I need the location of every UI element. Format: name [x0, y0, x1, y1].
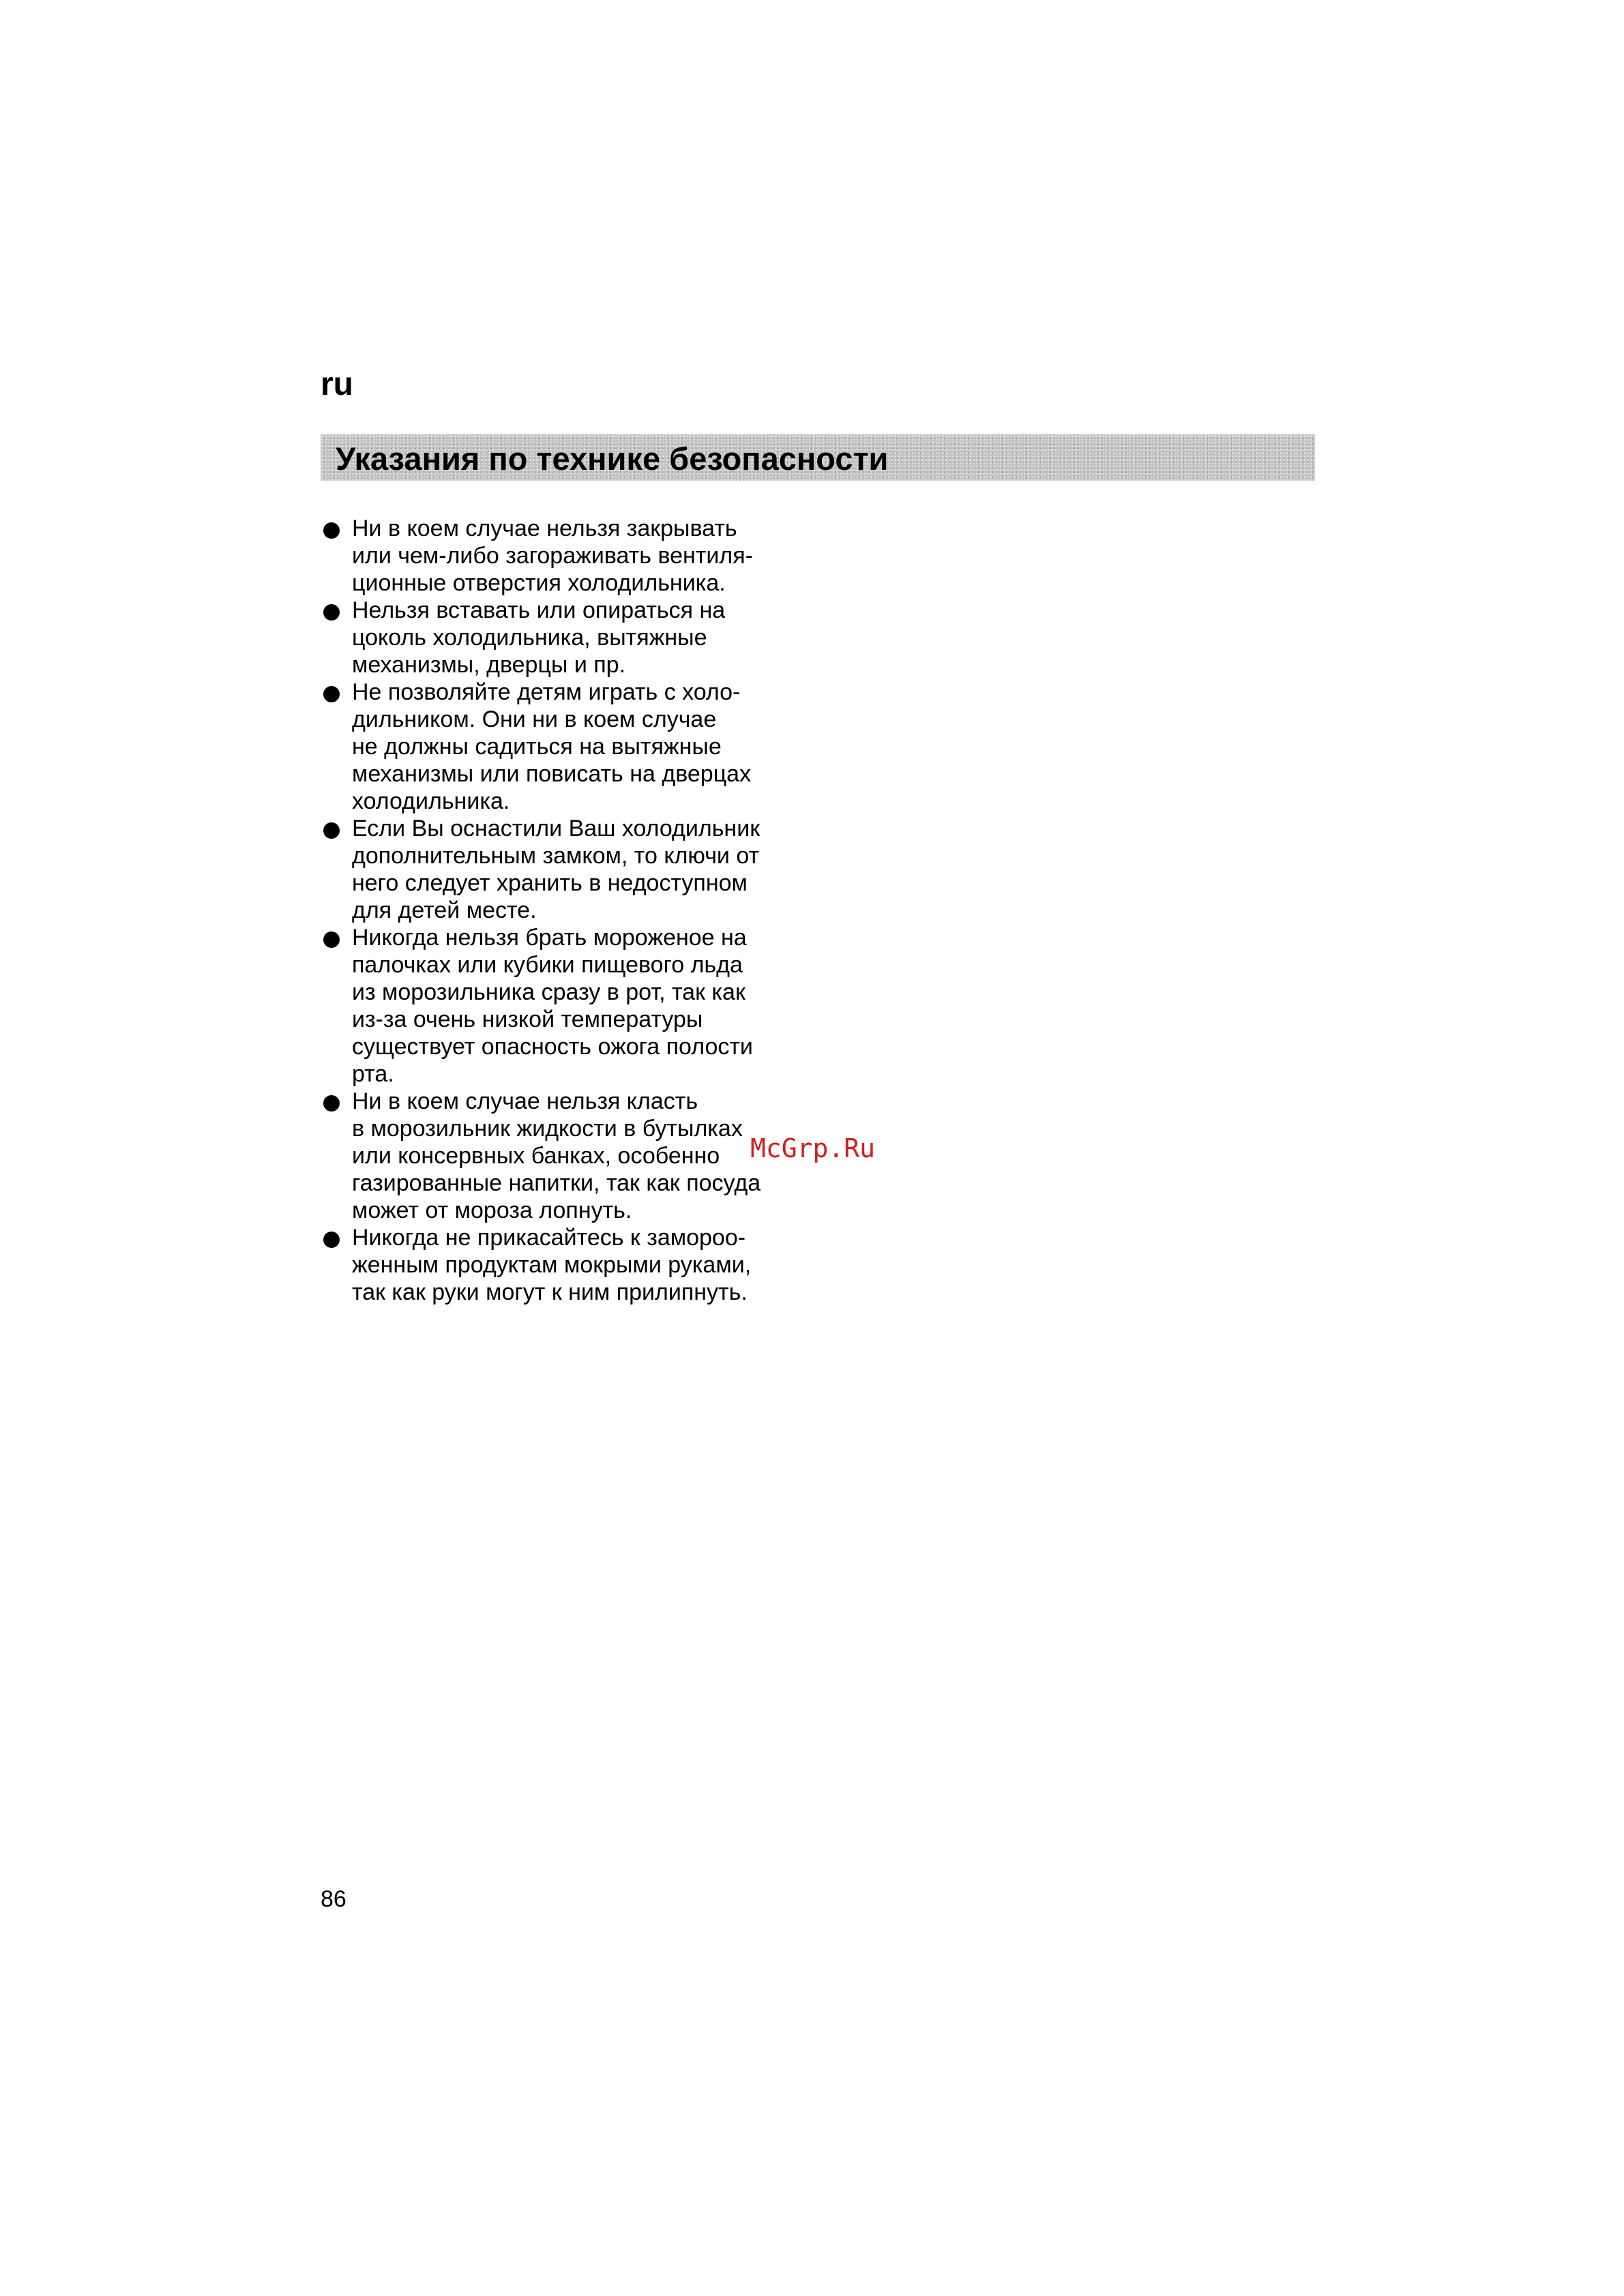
item-line: для детей месте.: [352, 897, 537, 923]
safety-item: [321, 1088, 798, 1224]
safety-item: [321, 815, 798, 924]
item-line: Нельзя вставать или опираться на: [352, 597, 726, 623]
item-line: механизмы, дверцы и пр.: [352, 652, 626, 678]
item-line: Не позволяйте детям играть с холо-: [352, 679, 741, 705]
bullet-icon: [323, 522, 340, 539]
item-line: существует опасность ожога полости: [352, 1034, 753, 1060]
item-line: или консервных банках, особенно: [352, 1143, 720, 1169]
item-line: Ни в коем случае нельзя закрывать: [352, 516, 737, 541]
safety-item: [321, 515, 798, 597]
item-line: так как руки могут к ним прилипнуть.: [352, 1279, 748, 1305]
safety-item: [321, 1224, 798, 1306]
bullet-icon: [323, 931, 340, 948]
item-line: дильником. Они ни в коем случае: [352, 706, 717, 732]
item-line: него следует хранить в недоступном: [352, 870, 748, 896]
item-line: Никогда не прикасайтесь к замороо-: [352, 1225, 746, 1251]
item-line: в морозильник жидкости в бутылках: [352, 1116, 743, 1142]
bullet-icon: [323, 822, 340, 839]
item-line: цоколь холодильника, вытяжные: [352, 625, 707, 651]
item-line: из-за очень низкой температуры: [352, 1007, 703, 1032]
bullet-icon: [323, 1232, 340, 1248]
safety-item: [321, 597, 798, 679]
page-number: 86: [321, 1886, 346, 1912]
item-line: или чем-либо загораживать вентиля-: [352, 543, 753, 569]
item-line: Ни в коем случае нельзя класть: [352, 1088, 698, 1114]
item-line: Никогда нельзя брать мороженое на: [352, 925, 747, 951]
watermark: McGrp.Ru: [750, 1133, 876, 1163]
section-title-band: [321, 434, 1315, 481]
item-line: рта.: [352, 1061, 394, 1087]
item-line: палочках или кубики пищевого льда: [352, 952, 743, 978]
safety-item: [321, 924, 798, 1088]
item-line: ционные отверстия холодильника.: [352, 570, 726, 596]
item-line: из морозильника сразу в рот, так как: [352, 979, 745, 1005]
item-line: не должны садиться на вытяжные: [352, 734, 722, 760]
bullet-icon: [323, 1095, 340, 1112]
bullet-icon: [323, 604, 340, 621]
item-line: дополнительным замком, то ключи от: [352, 843, 760, 869]
section-title: Указания по технике безопасности: [336, 441, 889, 477]
item-line: может от мороза лопнуть.: [352, 1197, 632, 1223]
item-line: механизмы или повисать на дверцах: [352, 761, 752, 787]
item-line: газированные напитки, так как посуда: [352, 1170, 761, 1196]
item-line: Если Вы оснастили Ваш холодильник: [352, 816, 761, 841]
safety-item: [321, 679, 798, 815]
bullet-icon: [323, 686, 340, 702]
language-code: ru: [321, 366, 353, 402]
safety-instructions-list: [321, 515, 798, 1306]
item-line: холодильника.: [352, 788, 510, 814]
item-line: женным продуктам мокрыми руками,: [352, 1252, 752, 1278]
